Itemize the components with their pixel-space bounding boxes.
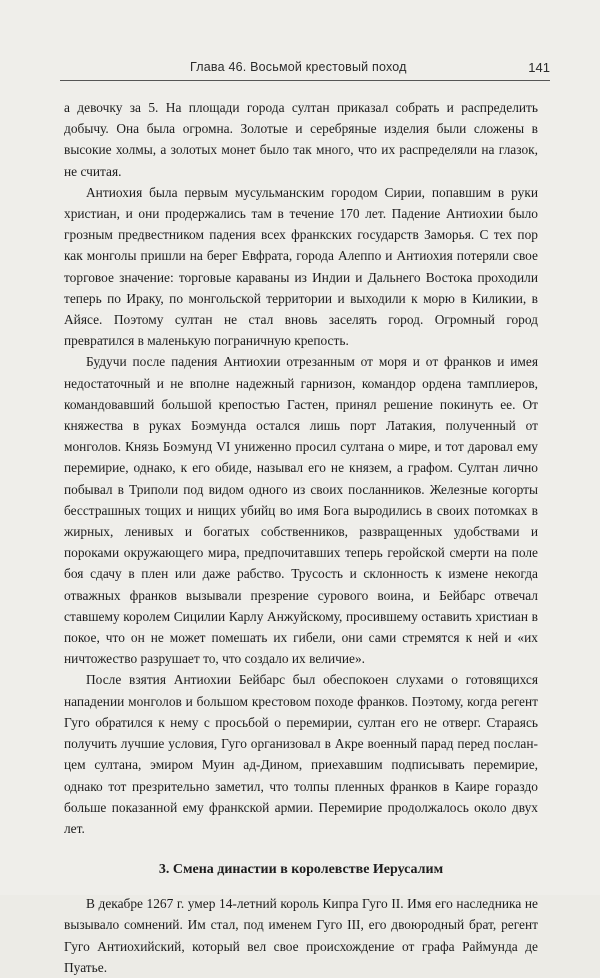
page-number: 141	[528, 60, 550, 75]
running-header	[60, 58, 550, 78]
paragraph-continued: а девочку за 5. На площади города султан приказал собрать и распределить добычу. Она была огромна. Золотые и серебряные изделия были сложены в высокие холмы, а золотых монет было так много, что их распределяли на глазок, не считая.	[64, 100, 538, 179]
chapter-title: Глава 46. Восьмой крестовый поход	[190, 60, 407, 74]
paragraph: Антиохия была первым мусульманским городом Сирии, попавшим в руки христиан, и они продержались там в течение 170 лет. Падение Антиохии было грозным предвестником падения всех франкских государств Заморья. С тех пор как монголы пришли на берег Евфрата, города Алеппо и Антиохия потеряли свое торговое значение: торговые караваны из Индии и Дальнего Востока проходили теперь по Ираку, по монгольской территории и выходили к морю в Киликии, в Айясе. Поэтому султан не стал вновь заселять город. Огромный город превратился в маленькую пограничную крепость.	[64, 184, 538, 349]
section-heading: 3. Смена династии в королевстве Иерусалим	[158, 862, 444, 878]
paragraph: После взятия Антиохии Бейбарс был обеспокоен слухами о готовящихся нападении монголов и большом крестовом походе франков. Поэтому, когда регент Гуго обратился к нему с просьбой о перемирии, султан его не отверг. Стараясь получить лучшие условия, Гуго организовал в Акре военный парад перед посланцем султана, эмиром Муин ад-Дином, приехавшим подписывать перемирие, однако тот презрительно заметил, что толпы пленных франков в Каире гораздо больше показанной ему франкской армии. Перемирие продолжалось около двух лет.	[64, 672, 538, 836]
header-rule	[60, 80, 550, 81]
paragraph: В декабре 1267 г. умер 14-летний король Кипра Гуго II. Имя его наследника не вызывало сомнений. Им стал, под именем Гуго III, его двоюродный брат, регент Гуго Антиохийский, который вел свое происхождение от графа Раймунда де Пуатье.	[64, 896, 538, 975]
paragraph: Будучи после падения Антиохии отрезанным от моря и от франков и имея недостаточный и не вполне надежный гарнизон, командор ордена тамплиеров, командовавший большой крепостью Гастен, принял решение покинуть ее. От княжества в руках Боэмунда остался лишь порт Латакия, полученный от монголов. Князь Боэмунд VI униженно просил султана о мире, и тот даровал ему перемирие, однако, к его обиде, называл его не князем, а графом. Султан лично побывал в Триполи под видом одного из своих посланников. Железные когорты бесстрашных тощих и нищих убийц во имя Бога выродились в своих потомках в жирных, ленивых и богатых собственников, развращенных удобствами и пороками окружающего мира, предпочитавших теперь геройской смерти на поле боя сдачу в плен или даже рабство. Трусость и склонность к измене некогда отважных франков вызывали презрение сурового воина, и Бейбарс отвечал ставшему королем Сицилии Карлу Анжуйскому, просившему оставить христиан в покое, что он не может помешать их гибели, они сами стремятся к ней и «их ничтожество разрушает то, что создало их величие».	[64, 354, 538, 667]
page-body	[64, 97, 538, 978]
